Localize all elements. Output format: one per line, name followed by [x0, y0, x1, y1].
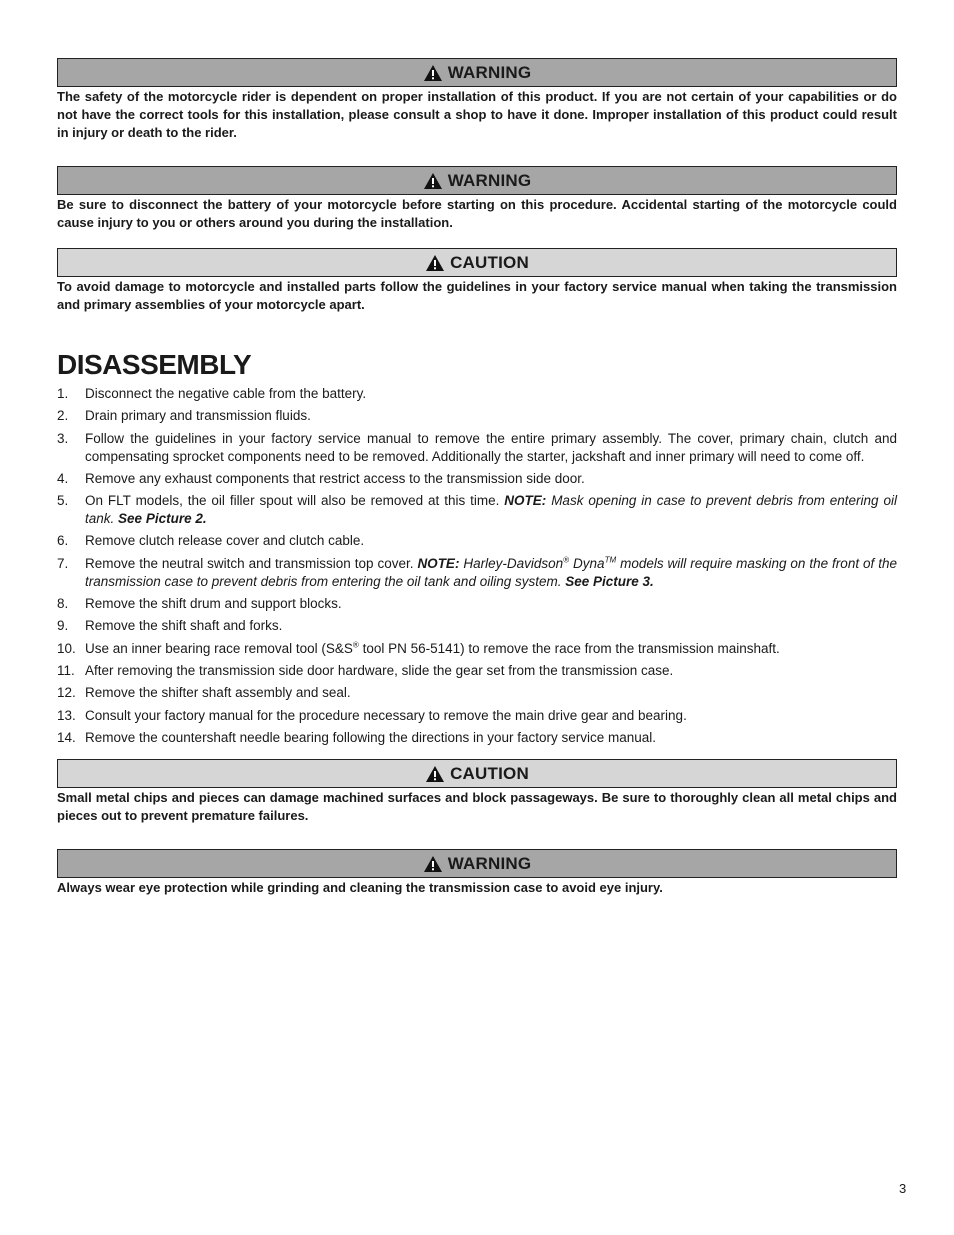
notice-text: The safety of the motorcycle rider is dependent on proper installation of this product. If you are not certain of your capabilities or do not have the correct tools for this installation, please consult a shop to have it done. Improper installation of this product could result in injury or death to the rider. [57, 89, 897, 140]
see-picture-ref: See Picture 2. [118, 511, 207, 527]
warning-triangle-icon [425, 254, 445, 272]
warning-triangle-icon [425, 765, 445, 783]
note-label: NOTE: [417, 555, 460, 571]
list-item: 8. Remove the shift drum and support blocks. [57, 596, 342, 612]
caution-notice [57, 759, 897, 825]
warning-triangle-icon [423, 64, 443, 82]
warning-notice [57, 849, 897, 897]
notice-text: Always wear eye protection while grinding and cleaning the transmission case to avoid eye injury. [57, 880, 663, 896]
see-picture-ref: See Picture 3. [565, 573, 654, 589]
notice-label: WARNING [447, 170, 532, 190]
warning-header [57, 849, 897, 878]
notice-text: Be sure to disconnect the battery of your motorcycle before starting on this procedure. Accidental starting of the motorcycle could cause injury to you or others around you during the installation. [57, 197, 897, 230]
disassembly-steps [57, 385, 897, 747]
notice-label: CAUTION [450, 252, 529, 272]
list-item: 13. Consult your factory manual for the procedure necessary to remove the main drive gear and bearing. [57, 707, 687, 723]
list-item: 11. After removing the transmission side door hardware, slide the gear set from the transmission case. [57, 662, 674, 678]
section-title: DISASSEMBLY [57, 349, 252, 380]
list-item: 6. Remove clutch release cover and clutch cable. [57, 533, 365, 549]
caution-header [57, 759, 897, 788]
warning-triangle-icon [423, 172, 443, 190]
warning-notice [57, 166, 897, 232]
list-item: 12. Remove the shifter shaft assembly and seal. [57, 685, 351, 701]
notice-label: WARNING [447, 62, 532, 82]
notice-label: WARNING [447, 853, 532, 873]
page-number: 3 [899, 1181, 907, 1196]
list-item: 14. Remove the countershaft needle bearing following the directions in your factory service manual. [57, 729, 657, 745]
list-item: 7. Remove the neutral switch and transmission top cover. NOTE: Harley-Davidson® Dyna™ models will require masking on the front of the transmission case to prevent debris from entering the oil tank and oiling system. See Picture 3. [57, 555, 897, 589]
caution-notice [57, 248, 897, 314]
caution-header [57, 248, 897, 277]
warning-header [57, 166, 897, 195]
manual-page [57, 58, 897, 897]
list-item: 3. Follow the guidelines in your factory service manual to remove the entire primary assembly. The cover, primary chain, clutch and compensating sprocket components need to be removed. Additionally the starter, jackshaft and inner primary will need to come off. [57, 430, 897, 464]
list-item: 2. Drain primary and transmission fluids. [57, 408, 311, 424]
warning-header [57, 58, 897, 87]
list-item: 5. On FLT models, the oil filler spout will also be removed at this time. NOTE: Mask opening in case to prevent debris from entering oil tank. See Picture 2. [57, 493, 897, 527]
list-item: 4. Remove any exhaust components that restrict access to the transmission side door. [57, 470, 585, 486]
note-label: NOTE: [504, 493, 547, 509]
notice-text: To avoid damage to motorcycle and installed parts follow the guidelines in your factory service manual when taking the transmission and primary assemblies of your motorcycle apart. [57, 279, 897, 312]
warning-triangle-icon [423, 855, 443, 873]
list-item: 10. Use an inner bearing race removal tool (S&S® tool PN 56-5141) to remove the race from the transmission mainshaft. [57, 640, 780, 656]
list-item: 9. Remove the shift shaft and forks. [57, 618, 283, 634]
notice-text: Small metal chips and pieces can damage machined surfaces and block passageways. Be sure to thoroughly clean all metal chips and pieces out to prevent premature failures. [57, 790, 897, 824]
notice-label: CAUTION [450, 763, 529, 783]
list-item: 1. Disconnect the negative cable from the battery. [57, 386, 367, 401]
warning-notice [57, 58, 897, 142]
